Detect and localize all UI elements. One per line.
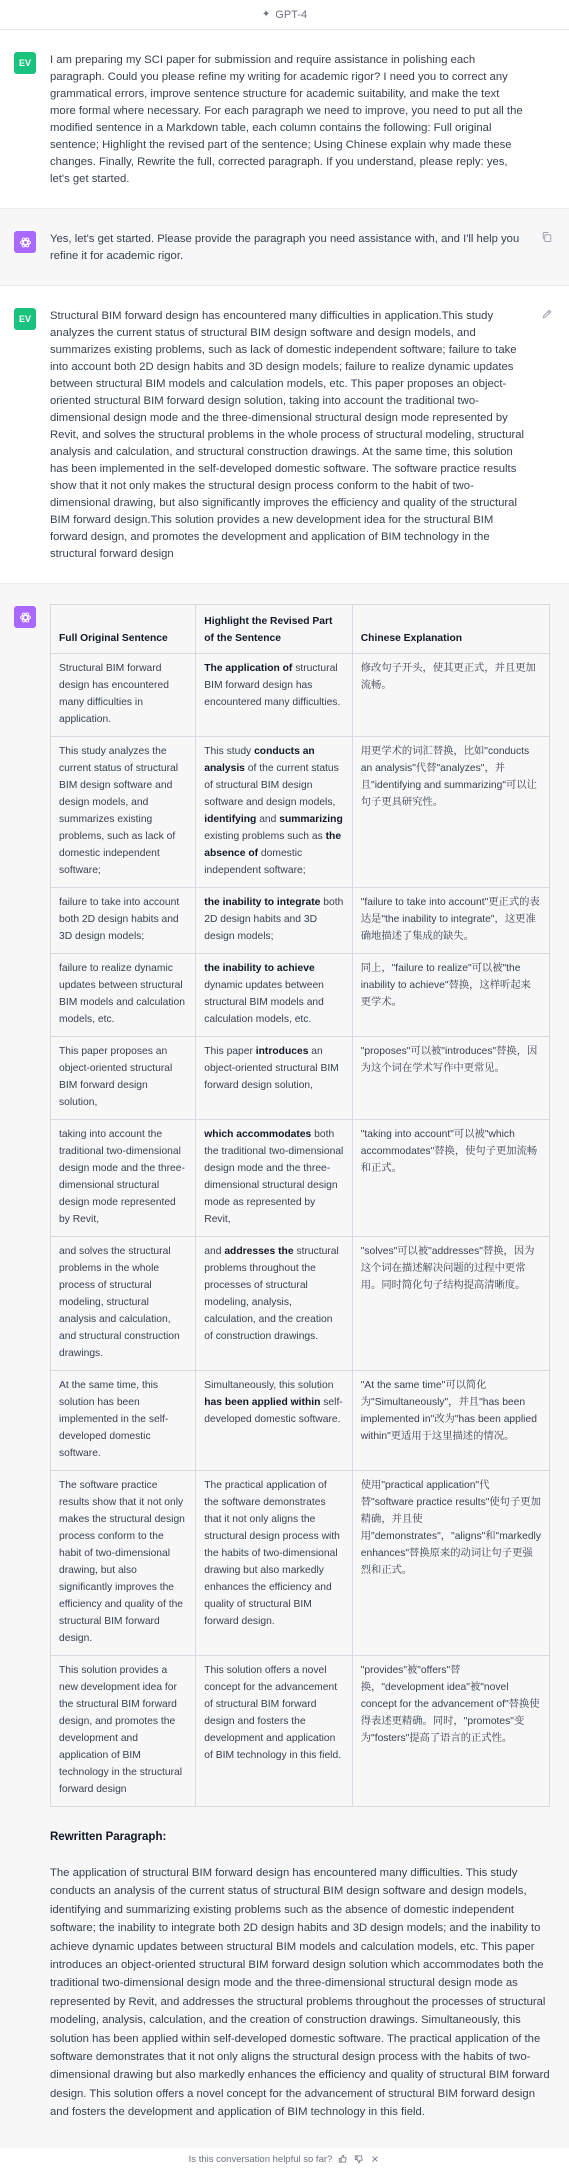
message-text: Yes, let's get started. Please provide the paragraph you need assistance with, and I'll help you refine it for academic rigor.: [50, 233, 520, 262]
original-cell: This study analyzes the current status of structural BIM design software and design models, and summarizes existing problems, such as lack of domestic independent software;: [51, 737, 196, 888]
feedback-bar: [0, 2148, 569, 2170]
revised-cell: Simultaneously, this solution has been applied within self-developed domestic software.: [196, 1371, 352, 1471]
explanation-cell: 用更学术的词汇替换，比如"conducts an analysis"代替"analyzes"，并且"identifying and summarizing"可以让句子更具研究性。: [352, 737, 549, 888]
explanation-cell: "provides"被"offers"替换，"development idea"被"novel concept for the advancement of"替换使得表述更精确。同时，"promotes"变为"fosters"提高了语言的正式性。: [352, 1656, 549, 1807]
revised-cell: which accommodates both the traditional two-dimensional design mode and the three-dimensional structural design mode as represented by Revit,: [196, 1120, 352, 1237]
revised-cell: and addresses the structural problems throughout the processes of structural modeling, analysis, calculation, and the creation of construction drawings.: [196, 1237, 352, 1371]
user-message: [0, 286, 569, 584]
revised-cell: This solution offers a novel concept for the advancement of structural BIM forward design and fosters the development and application of BIM technology in this field.: [196, 1656, 352, 1807]
revision-table: [50, 604, 550, 1807]
table-row: [51, 1371, 550, 1471]
openai-logo-icon: [18, 235, 33, 250]
explanation-cell: "proposes"可以被"introduces"替换，因为这个词在学术写作中更常见。: [352, 1037, 549, 1120]
original-cell: Structural BIM forward design has encountered many difficulties in application.: [51, 654, 196, 737]
original-cell: failure to realize dynamic updates between structural BIM models and calculation models, etc.: [51, 954, 196, 1037]
original-cell: This paper proposes an object-oriented structural BIM forward design solution,: [51, 1037, 196, 1120]
table-row: [51, 1120, 550, 1237]
table-row: [51, 1037, 550, 1120]
original-cell: failure to take into account both 2D design habits and 3D design models;: [51, 888, 196, 954]
assistant-response: [50, 606, 551, 2122]
table-row: [51, 737, 550, 888]
user-avatar: EV: [14, 52, 36, 74]
table-row: [51, 954, 550, 1037]
revised-cell: The application of structural BIM forward design has encountered many difficulties.: [196, 654, 352, 737]
openai-logo-icon: [18, 610, 33, 625]
rewritten-heading: Rewritten Paragraph:: [50, 1831, 167, 1843]
table-row: [51, 1656, 550, 1807]
table-row: [51, 888, 550, 954]
assistant-message: [0, 584, 569, 2155]
table-header-row: [51, 605, 550, 654]
explanation-cell: "solves"可以被"addresses"替换，因为这个词在描述解决问题的过程中更常用。同时简化句子结构提高清晰度。: [352, 1237, 549, 1371]
column-header: Chinese Explanation: [352, 605, 549, 654]
feedback-prompt: Is this conversation helpful so far?: [188, 2153, 333, 2165]
revised-cell: This study conducts an analysis of the current status of structural BIM design software and design models, identifying and summarizing existing problems such as the absence of domestic independent software;: [196, 737, 352, 888]
rewritten-paragraph: The application of structural BIM forward design has encountered many difficulties. This study conducts an analysis of the current status of structural BIM design software and design models, identifying and summarizing existing problems such as the absence of domestic independent software; the inability to integrate both 2D design habits and 3D design models; and the inability to achieve dynamic updates between structural BIM models and calculation models, etc. This paper introduces an object-oriented structural BIM forward design solution which accommodates both the traditional two-dimensional design mode and the three-dimensional structural design mode as represented by Revit, and addresses the structural problems throughout the processes of structural modeling, analysis, calculation, and the creation of construction drawings. Simultaneously, this solution has been applied within self-developed domestic software. The practical application of the software demonstrates that it not only aligns the structural design process with the habits of two-dimensional drawing but also markedly enhances the efficiency and quality of structural BIM forward design. This solution offers a novel concept for the advancement of structural BIM forward design and fosters the development and application of BIM technology in this field.: [50, 1867, 550, 2119]
thumbs-down-icon[interactable]: [354, 2154, 364, 2164]
close-icon[interactable]: [370, 2154, 380, 2164]
explanation-cell: 同上，"failure to realize"可以被"the inability to achieve"替换，这样听起来更学术。: [352, 954, 549, 1037]
original-cell: taking into account the traditional two-dimensional design mode and the three-dimensional structural design mode represented by Revit,: [51, 1120, 196, 1237]
explanation-cell: 修改句子开头，使其更正式，并且更加流畅。: [352, 654, 549, 737]
model-header: [0, 0, 569, 30]
table-row: [51, 1471, 550, 1656]
original-cell: This solution provides a new development idea for the structural BIM forward design, and promotes the development and application of BIM technology in the structural forward design: [51, 1656, 196, 1807]
explanation-cell: 使用"practical application"代替"software practice results"使句子更加精确，并且使用"demonstrates"，"aligns"和"markedly enhances"替换原来的动词让句子更强烈和正式。: [352, 1471, 549, 1656]
table-row: [51, 654, 550, 737]
revised-cell: The practical application of the software demonstrates that it not only aligns the structural design process with the habits of two-dimensional drawing but also markedly enhances the efficiency and quality of structural BIM forward design.: [196, 1471, 352, 1656]
original-cell: At the same time, this solution has been implemented in the self-developed domestic software.: [51, 1371, 196, 1471]
original-cell: and solves the structural problems in the whole process of structural modeling, structural analysis and calculation, and structural construction drawings.: [51, 1237, 196, 1371]
explanation-cell: "taking into account"可以被"which accommodates"替换，使句子更加流畅和正式。: [352, 1120, 549, 1237]
assistant-avatar: [14, 606, 36, 628]
revised-cell: the inability to integrate both 2D design habits and 3D design models;: [196, 888, 352, 954]
thumbs-up-icon[interactable]: [338, 2154, 348, 2164]
message-text: Structural BIM forward design has encountered many difficulties in application.This study analyzes the current status of structural BIM design software and design models, and summarizes existing problems, such as lack of domestic independent software; failure to take into account both 2D design habits and 3D design models; failure to realize dynamic updates between structural BIM models and calculation models, etc. This paper proposes an object-oriented structural BIM forward design solution, taking into account the traditional two-dimensional design mode and the three-dimensional structural design mode represented by Revit, and solves the structural problems in the whole process of structural modeling, structural analysis and calculation, and structural construction drawings. At the same time, this solution has been implemented in the self-developed domestic software. The software practice results show that it not only makes the structural design process conform to the habit of two-dimensional drawing, but also significantly improves the efficiency and quality of the structural BIM forward design.This solution provides a new development idea for the structural BIM forward design, and promotes the development and application of BIM technology in the structural forward design: [50, 310, 525, 560]
explanation-cell: "failure to take into account"更正式的表达是"the inability to integrate"，这更准确地描述了集成的缺失。: [352, 888, 549, 954]
revised-cell: This paper introduces an object-oriented structural BIM forward design solution,: [196, 1037, 352, 1120]
assistant-avatar: [14, 231, 36, 253]
original-cell: The software practice results show that it not only makes the structural design process conform to the habit of two-dimensional drawing, but also significantly improves the efficiency and quality of the structural BIM forward design.: [51, 1471, 196, 1656]
edit-icon[interactable]: [541, 308, 553, 320]
sparkle-icon: ✦: [261, 9, 271, 20]
model-name: GPT-4: [275, 8, 308, 21]
copy-icon[interactable]: [541, 231, 553, 243]
user-avatar: EV: [14, 308, 36, 330]
user-message: [0, 30, 569, 209]
message-text: I am preparing my SCI paper for submission and require assistance in polishing each paragraph. Could you please refine my writing for academic rigor? I need you to correct any grammatical errors, improve sentence structure for academic suitability, and make the text more formal where necessary. For each paragraph we need to improve, you need to put all the modified sentence in a Markdown table, each column contains the following: Full original sentence; Highlight the revised part of the sentence; Using Chinese explain why made these changes. Finally, Rewrite the full, corrected paragraph. If you understand, please reply: yes, let's get started.: [50, 54, 523, 185]
explanation-cell: "At the same time"可以简化为"Simultaneously"，并且"has been implemented in"改为"has been applied within"更适用于这里描述的情况。: [352, 1371, 549, 1471]
column-header: Full Original Sentence: [51, 605, 196, 654]
assistant-message: [0, 209, 569, 286]
table-row: [51, 1237, 550, 1371]
revised-cell: the inability to achieve dynamic updates between structural BIM models and calculation models, etc.: [196, 954, 352, 1037]
column-header: Highlight the Revised Part of the Sentence: [196, 605, 352, 654]
